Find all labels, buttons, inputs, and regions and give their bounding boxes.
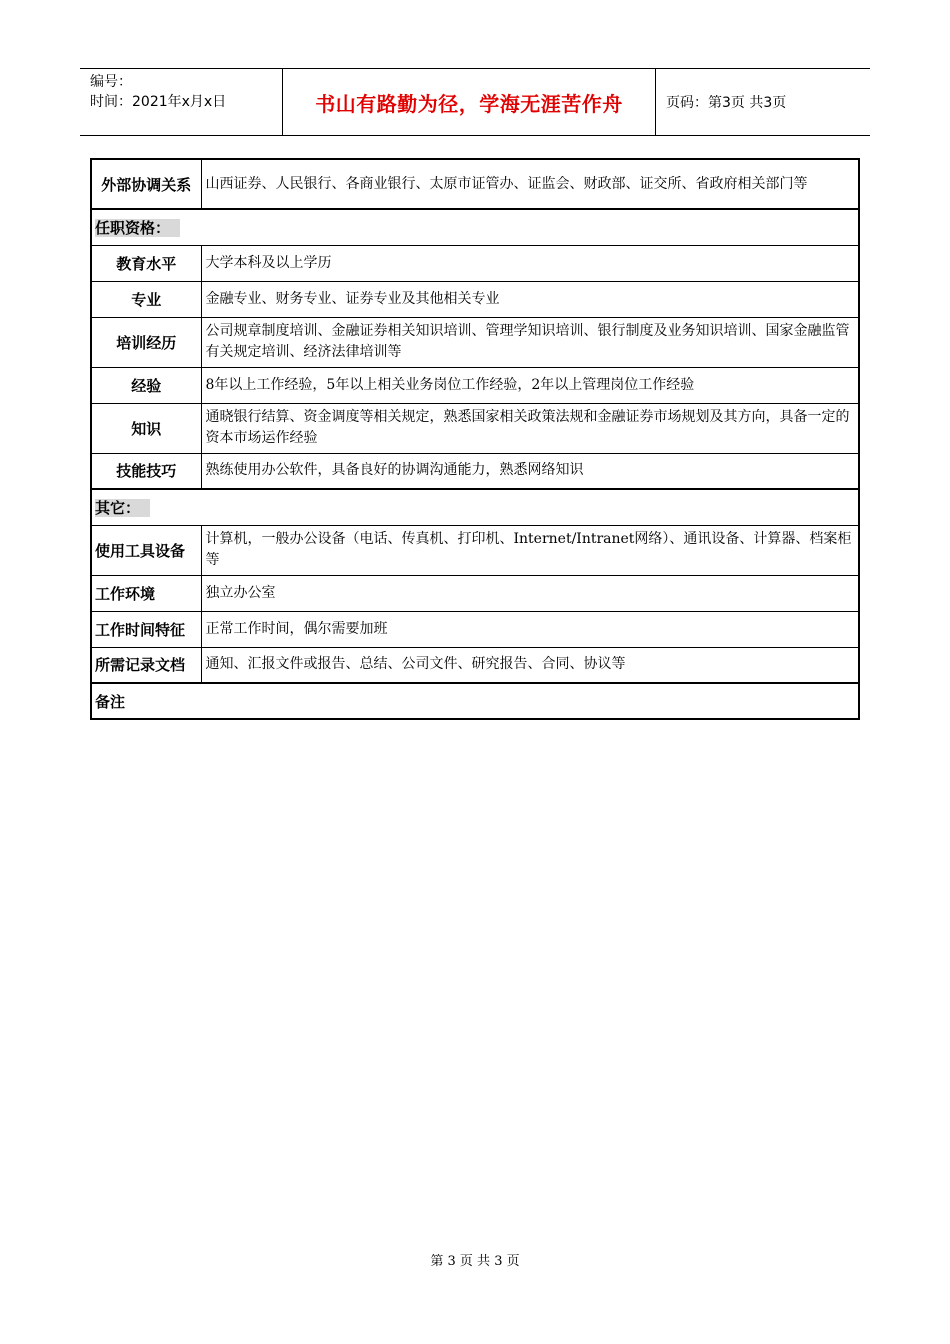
skills-label: 技能技巧 [91, 453, 201, 489]
row-major [91, 281, 859, 317]
row-tools [91, 525, 859, 575]
skills-value: 熟练使用办公软件，具备良好的协调沟通能力，熟悉网络知识 [201, 453, 859, 489]
motto-text: 书山有路勤为径，学海无涯苦作舟 [315, 91, 623, 116]
row-external [91, 159, 859, 209]
page-info-text: 页码：第3页 共3页 [666, 95, 787, 111]
knowledge-label: 知识 [91, 403, 201, 453]
documents-label: 所需记录文档 [91, 647, 201, 683]
time-label: 时间：2021年x月x日 [90, 94, 227, 110]
other-heading: 其它： [95, 499, 150, 517]
major-label: 专业 [91, 281, 201, 317]
major-value: 金融专业、财务专业、证券专业及其他相关专业 [201, 281, 859, 317]
experience-value: 8年以上工作经验，5年以上相关业务岗位工作经验，2年以上管理岗位工作经验 [201, 367, 859, 403]
row-worktime [91, 611, 859, 647]
experience-label: 经验 [91, 367, 201, 403]
row-knowledge [91, 403, 859, 453]
qualifications-heading: 任职资格： [95, 219, 180, 237]
row-documents [91, 647, 859, 683]
external-label: 外部协调关系 [91, 159, 201, 209]
remarks-label: 备注 [91, 683, 859, 719]
tools-label: 使用工具设备 [91, 525, 201, 575]
row-training [91, 317, 859, 367]
training-label: 培训经历 [91, 317, 201, 367]
header-motto-cell [283, 69, 656, 135]
tools-value: 计算机，一般办公设备（电话、传真机、打印机、Internet/Intranet网络）、通讯设备、计算器、档案柜等 [201, 525, 859, 575]
section-qualifications [91, 209, 859, 245]
job-description-table [90, 158, 860, 720]
environment-label: 工作环境 [91, 575, 201, 611]
documents-value: 通知、汇报文件或报告、总结、公司文件、研究报告、合同、协议等 [201, 647, 859, 683]
row-education [91, 245, 859, 281]
row-skills [91, 453, 859, 489]
number-label: 编号： [90, 74, 132, 90]
header-page-info [656, 69, 870, 135]
external-value: 山西证券、人民银行、各商业银行、太原市证管办、证监会、财政部、证交所、省政府相关部门等 [201, 159, 859, 209]
page-footer: 第 3 页 共 3 页 [430, 1254, 520, 1269]
section-other [91, 489, 859, 525]
environment-value: 独立办公室 [201, 575, 859, 611]
worktime-value: 正常工作时间，偶尔需要加班 [201, 611, 859, 647]
education-label: 教育水平 [91, 245, 201, 281]
education-value: 大学本科及以上学历 [201, 245, 859, 281]
row-experience [91, 367, 859, 403]
document-header [80, 68, 870, 136]
row-environment [91, 575, 859, 611]
row-remarks [91, 683, 859, 719]
header-meta [80, 69, 283, 135]
training-value: 公司规章制度培训、金融证券相关知识培训、管理学知识培训、银行制度及业务知识培训、国家金融监管有关规定培训、经济法律培训等 [201, 317, 859, 367]
worktime-label: 工作时间特征 [91, 611, 201, 647]
knowledge-value: 通晓银行结算、资金调度等相关规定，熟悉国家相关政策法规和金融证券市场规划及其方向，具备一定的资本市场运作经验 [201, 403, 859, 453]
